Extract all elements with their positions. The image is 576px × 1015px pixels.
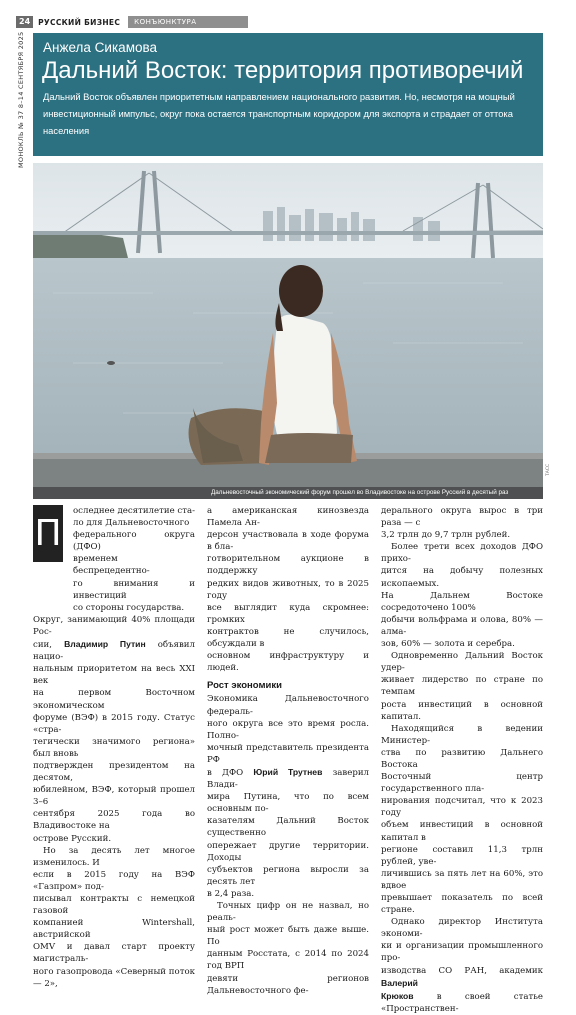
text-line: мочный представитель президента РФ bbox=[207, 742, 369, 765]
text-line: федерального округа (ДФО) bbox=[73, 530, 195, 553]
text-line: дится на добычу полезных ископаемых. bbox=[381, 566, 543, 589]
rubric-label: КОНЪЮНКТУРА bbox=[128, 16, 248, 28]
text-column-1 bbox=[33, 505, 195, 990]
text-line: На Дальнем Востоке сосредоточено 100% bbox=[381, 590, 543, 613]
text-line: казателям Дальний Восток существенно bbox=[207, 816, 369, 839]
text-line: добычи вольфрама и олова, 80% — алма- bbox=[381, 614, 543, 637]
text-line: ный рост может быть даже выше. По bbox=[207, 925, 369, 948]
text-line: сентября 2025 года во Владивостоке на bbox=[33, 809, 195, 832]
article-header bbox=[33, 33, 543, 156]
text-line: Точных цифр он не назвал, но реаль- bbox=[207, 901, 369, 924]
photo-credit: ТАСС bbox=[546, 463, 551, 476]
text-line: Однако директор Института экономи- bbox=[381, 917, 543, 940]
text-fragment: в своей статье «Пространствен- bbox=[381, 991, 543, 1014]
text-line: тегически значимого региона» был вновь bbox=[33, 736, 195, 759]
person-name: Валерий bbox=[381, 977, 418, 988]
text-line: ства по развитию Дальнего Востока bbox=[381, 747, 543, 770]
text-fragment: объявил нацио- bbox=[33, 640, 195, 663]
text-line: писывал контракты с немецкой газовой bbox=[33, 894, 195, 917]
photo-woman-at-sea-illustration bbox=[33, 163, 543, 499]
text-line bbox=[33, 638, 195, 663]
text-line: острове Русский. bbox=[33, 833, 112, 844]
text-line: OMV и давал старт проекту магистраль- bbox=[33, 942, 195, 965]
text-line: опережает другие территории. Доходы bbox=[207, 840, 369, 863]
text-line: живает лидерство по стране по темпам bbox=[381, 675, 543, 698]
article-author: Анжела Сикамова bbox=[43, 40, 158, 55]
text-line: компанией Wintershall, австрийской bbox=[33, 918, 195, 941]
text-line: ного газопровода «Северный поток — 2», bbox=[33, 966, 195, 989]
text-line: Более трети всех доходов ДФО прихо- bbox=[381, 542, 543, 565]
text-line: Округ, занимающий 40% площади Рос- bbox=[33, 614, 195, 637]
text-line: Одновременно Дальний Восток удер- bbox=[381, 651, 543, 674]
text-fragment: заверил Влади- bbox=[207, 767, 370, 791]
lead-line: населения bbox=[43, 125, 90, 136]
text-line: ло для Дальневосточного bbox=[73, 518, 190, 529]
text-line: нирования подсчитал, что к 2023 году bbox=[381, 796, 543, 819]
text-line: Восточный центр государственного пла- bbox=[381, 772, 543, 795]
text-line: ного округа все это время росла. Полно- bbox=[207, 718, 369, 741]
text-line bbox=[381, 965, 543, 990]
text-line: дерсон участвовала в ходе форума в бла- bbox=[207, 530, 369, 553]
text-line: а американская кинозвезда Памела Ан- bbox=[207, 506, 369, 529]
article-lead bbox=[43, 88, 533, 139]
text-line: контрактов не случилось, обсуждали в bbox=[207, 626, 369, 650]
drop-cap: П bbox=[33, 505, 63, 562]
text-line: объем инвестиций в основной капитал в bbox=[381, 820, 543, 843]
text-line: мира Путина, что по всем основным по- bbox=[207, 792, 369, 815]
photo-caption: Дальневосточный экономический форум прошел во Владивостоке на острове Русский в десятый раз bbox=[33, 487, 543, 499]
text-line: регионе составил 11,3 трлн рублей, уве- bbox=[381, 844, 543, 867]
person-name: Владимир Путин bbox=[64, 639, 146, 650]
text-line: если в 2015 году на ВЭФ «Газпром» под- bbox=[33, 869, 195, 892]
text-line: зов, 60% — золота и серебра. bbox=[381, 639, 515, 650]
text-line: основном инфраструктуру и людей. bbox=[207, 651, 369, 674]
text-fragment: сии, bbox=[33, 640, 65, 651]
text-line: 3,2 трлн до 9,7 трлн рублей. bbox=[381, 530, 511, 541]
text-column-3 bbox=[381, 505, 543, 1015]
text-line: юбилейном, ВЭФ, который прошел 3–6 bbox=[33, 785, 195, 808]
text-line: дерального округа вырос в три раза — с bbox=[381, 506, 543, 529]
lead-line: инвестиционный импульс, округ пока остается транспортным коридором для экспорта и страдает от оттока bbox=[43, 108, 513, 119]
text-line: форуме (ВЭФ) в 2015 году. Статус «стра- bbox=[33, 712, 195, 735]
text-line: все выглядит куда скромнее: громких bbox=[207, 602, 369, 625]
text-line: нальным приоритетом на весь XXI век bbox=[33, 664, 195, 687]
lead-line: Дальний Восток объявлен приоритетным направлением национального развития. Но, несмотря на мощный bbox=[43, 91, 515, 102]
text-line: подтвержден президентом на десятом, bbox=[33, 760, 195, 784]
person-name: Крюков bbox=[381, 990, 414, 1001]
text-line: со стороны государства. bbox=[73, 602, 185, 613]
text-line: ки и организации промышленного про- bbox=[381, 941, 543, 964]
text-line: на первом Восточном экономическом bbox=[33, 688, 195, 711]
person-name: Юрий Трутнев bbox=[253, 766, 323, 777]
text-line: временем беспрецедентно- bbox=[73, 554, 150, 577]
text-fragment: изводства СО РАН, академик bbox=[381, 965, 543, 976]
article-title: Дальний Восток: территория противоречий bbox=[42, 57, 524, 84]
text-line: редких видов животных, то в 2025 году bbox=[207, 578, 369, 601]
text-line: роста инвестиций в основной капитал. bbox=[381, 699, 543, 722]
text-line: Находящийся в ведении Министер- bbox=[381, 723, 543, 746]
text-line: го внимания и инвестиций bbox=[73, 578, 195, 601]
text-line: готворительном аукционе в поддержку bbox=[207, 554, 369, 577]
text-line: данным Росстата, с 2014 по 2024 год ВРП bbox=[207, 949, 369, 972]
text-line: в 2,4 раза. bbox=[207, 888, 255, 899]
page-number: 24 bbox=[16, 16, 33, 28]
text-line bbox=[381, 990, 543, 1015]
subheading: Рост экономики bbox=[207, 680, 282, 692]
text-line: субъектов региона выросли за десять лет bbox=[207, 864, 369, 887]
text-line: девяти регионов Дальневосточного фе- bbox=[207, 973, 369, 996]
text-line bbox=[207, 766, 369, 791]
page-header-bar bbox=[16, 16, 248, 28]
text-line: оследнее десятилетие ста- bbox=[73, 506, 195, 516]
text-line: Но за десять лет многое изменилось. И bbox=[33, 845, 195, 868]
text-fragment: в ДФО bbox=[207, 767, 254, 778]
text-column-2 bbox=[207, 505, 369, 997]
text-line: Экономика Дальневосточного федераль- bbox=[207, 694, 369, 717]
issue-info: МОНОКЛЬ № 37 8–14 СЕНТЯБРЯ 2025 bbox=[17, 31, 25, 168]
text-line: личившись за пять лет на 60%, это вдвое bbox=[381, 868, 543, 891]
section-title: РУССКИЙ БИЗНЕС bbox=[38, 17, 121, 27]
text-line: превышает показатель по всей стране. bbox=[381, 893, 543, 916]
article-photo bbox=[33, 163, 543, 499]
